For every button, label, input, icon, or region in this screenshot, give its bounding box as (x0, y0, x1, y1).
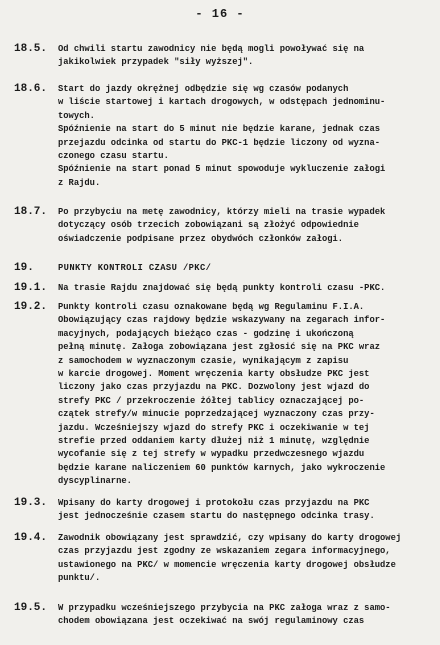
section-heading: PUNKTY KONTROLI CZASU /PKC/ (58, 263, 212, 273)
section-text: Po przybyciu na metę zawodnicy, którzy mieli na trasie wypadek dotyczący osób trzecich zobowiązani są złożyć odpowiednie oświadczenie podpisane przez obydwóch członków załogi. (58, 207, 386, 244)
section-text: Start do jazdy okrężnej odbędzie się wg czasów podanych w liście startowej i kartach drogowych, w odstępach jednominu- towych. Spóźnienie na start do 5 minut nie będzie karane, jednak czas przejazdu odcinka od startu do PKC-1 będzie liczony od wyzna- czonego czasu startu. Spóźnienie na start ponad 5 minut spowoduje wykluczenie załogi z Rajdu. (58, 84, 386, 188)
page-number: - 16 - (195, 7, 245, 21)
section-number: 19.5. (14, 602, 48, 614)
section-number: 19.1. (14, 282, 48, 294)
section-text: W przypadku wcześniejszego przybycia na PKC załoga wraz z samo- chodem obowiązana jest oczekiwać na swój regulaminowy czas (58, 603, 391, 627)
section-text: Punkty kontroli czasu oznakowane będą wg Regulaminu F.I.A. Obowiązujący czas rajdowy będzie wskazywany na zegarach infor- macyjnych, podających bieżąco czas - godzinę i ukończoną pełną minutę. Załoga zobowiązana jest zgłosić się na PKC wraz z samochodem w wyznaczonym czasie, wynikającym z zapisu w karcie drogowej. Moment wręczenia karty obsłudze PKC jest liczony jako czas przyjazdu na PKC. Dozwolony jest wjazd do strefy PKC / przekroczenie żółtej tablicy oznaczającej po- czątek strefy/w minucie poprzedzającej wyznaczony czas przy- jazdu. Wcześniejszy wjazd do strefy PKC i oczekiwanie w tej strefie przed oddaniem karty dłużej niż 1 minutę, względnie wycofanie się z tej strefy w wypadku przedwczesnego wjazdu będzie karane naliczeniem 60 punktów karnych, jako wykroczenie dyscyplinarne. (58, 302, 386, 487)
section-number: 19.4. (14, 532, 48, 544)
section-text: Na trasie Rajdu znajdować się będą punkty kontroli czasu -PKC. (58, 283, 386, 293)
section-number: 18.7. (14, 206, 48, 218)
section-number: 19.2. (14, 301, 48, 313)
section-number: 18.6. (14, 83, 48, 95)
section-number: 18.5. (14, 43, 48, 55)
section-number: 19. (14, 262, 34, 274)
section-text: Wpisany do karty drogowej i protokołu czas przyjazdu na PKC jest jednocześnie czasem startu do następnego odcinka trasy. (58, 498, 375, 522)
section-text: Zawodnik obowiązany jest sprawdzić, czy wpisany do karty drogowej czas przyjazdu jest zgodny ze wskazaniem zegara informacyjnego, ustawionego na PKC/ w momencie wręczenia karty drogowej obsłudze punktu/. (58, 533, 402, 584)
section-text: Od chwili startu zawodnicy nie będą mogli powoływać się na jakikolwiek przypadek "siły wyższej". (58, 44, 365, 68)
section-number: 19.3. (14, 497, 48, 509)
